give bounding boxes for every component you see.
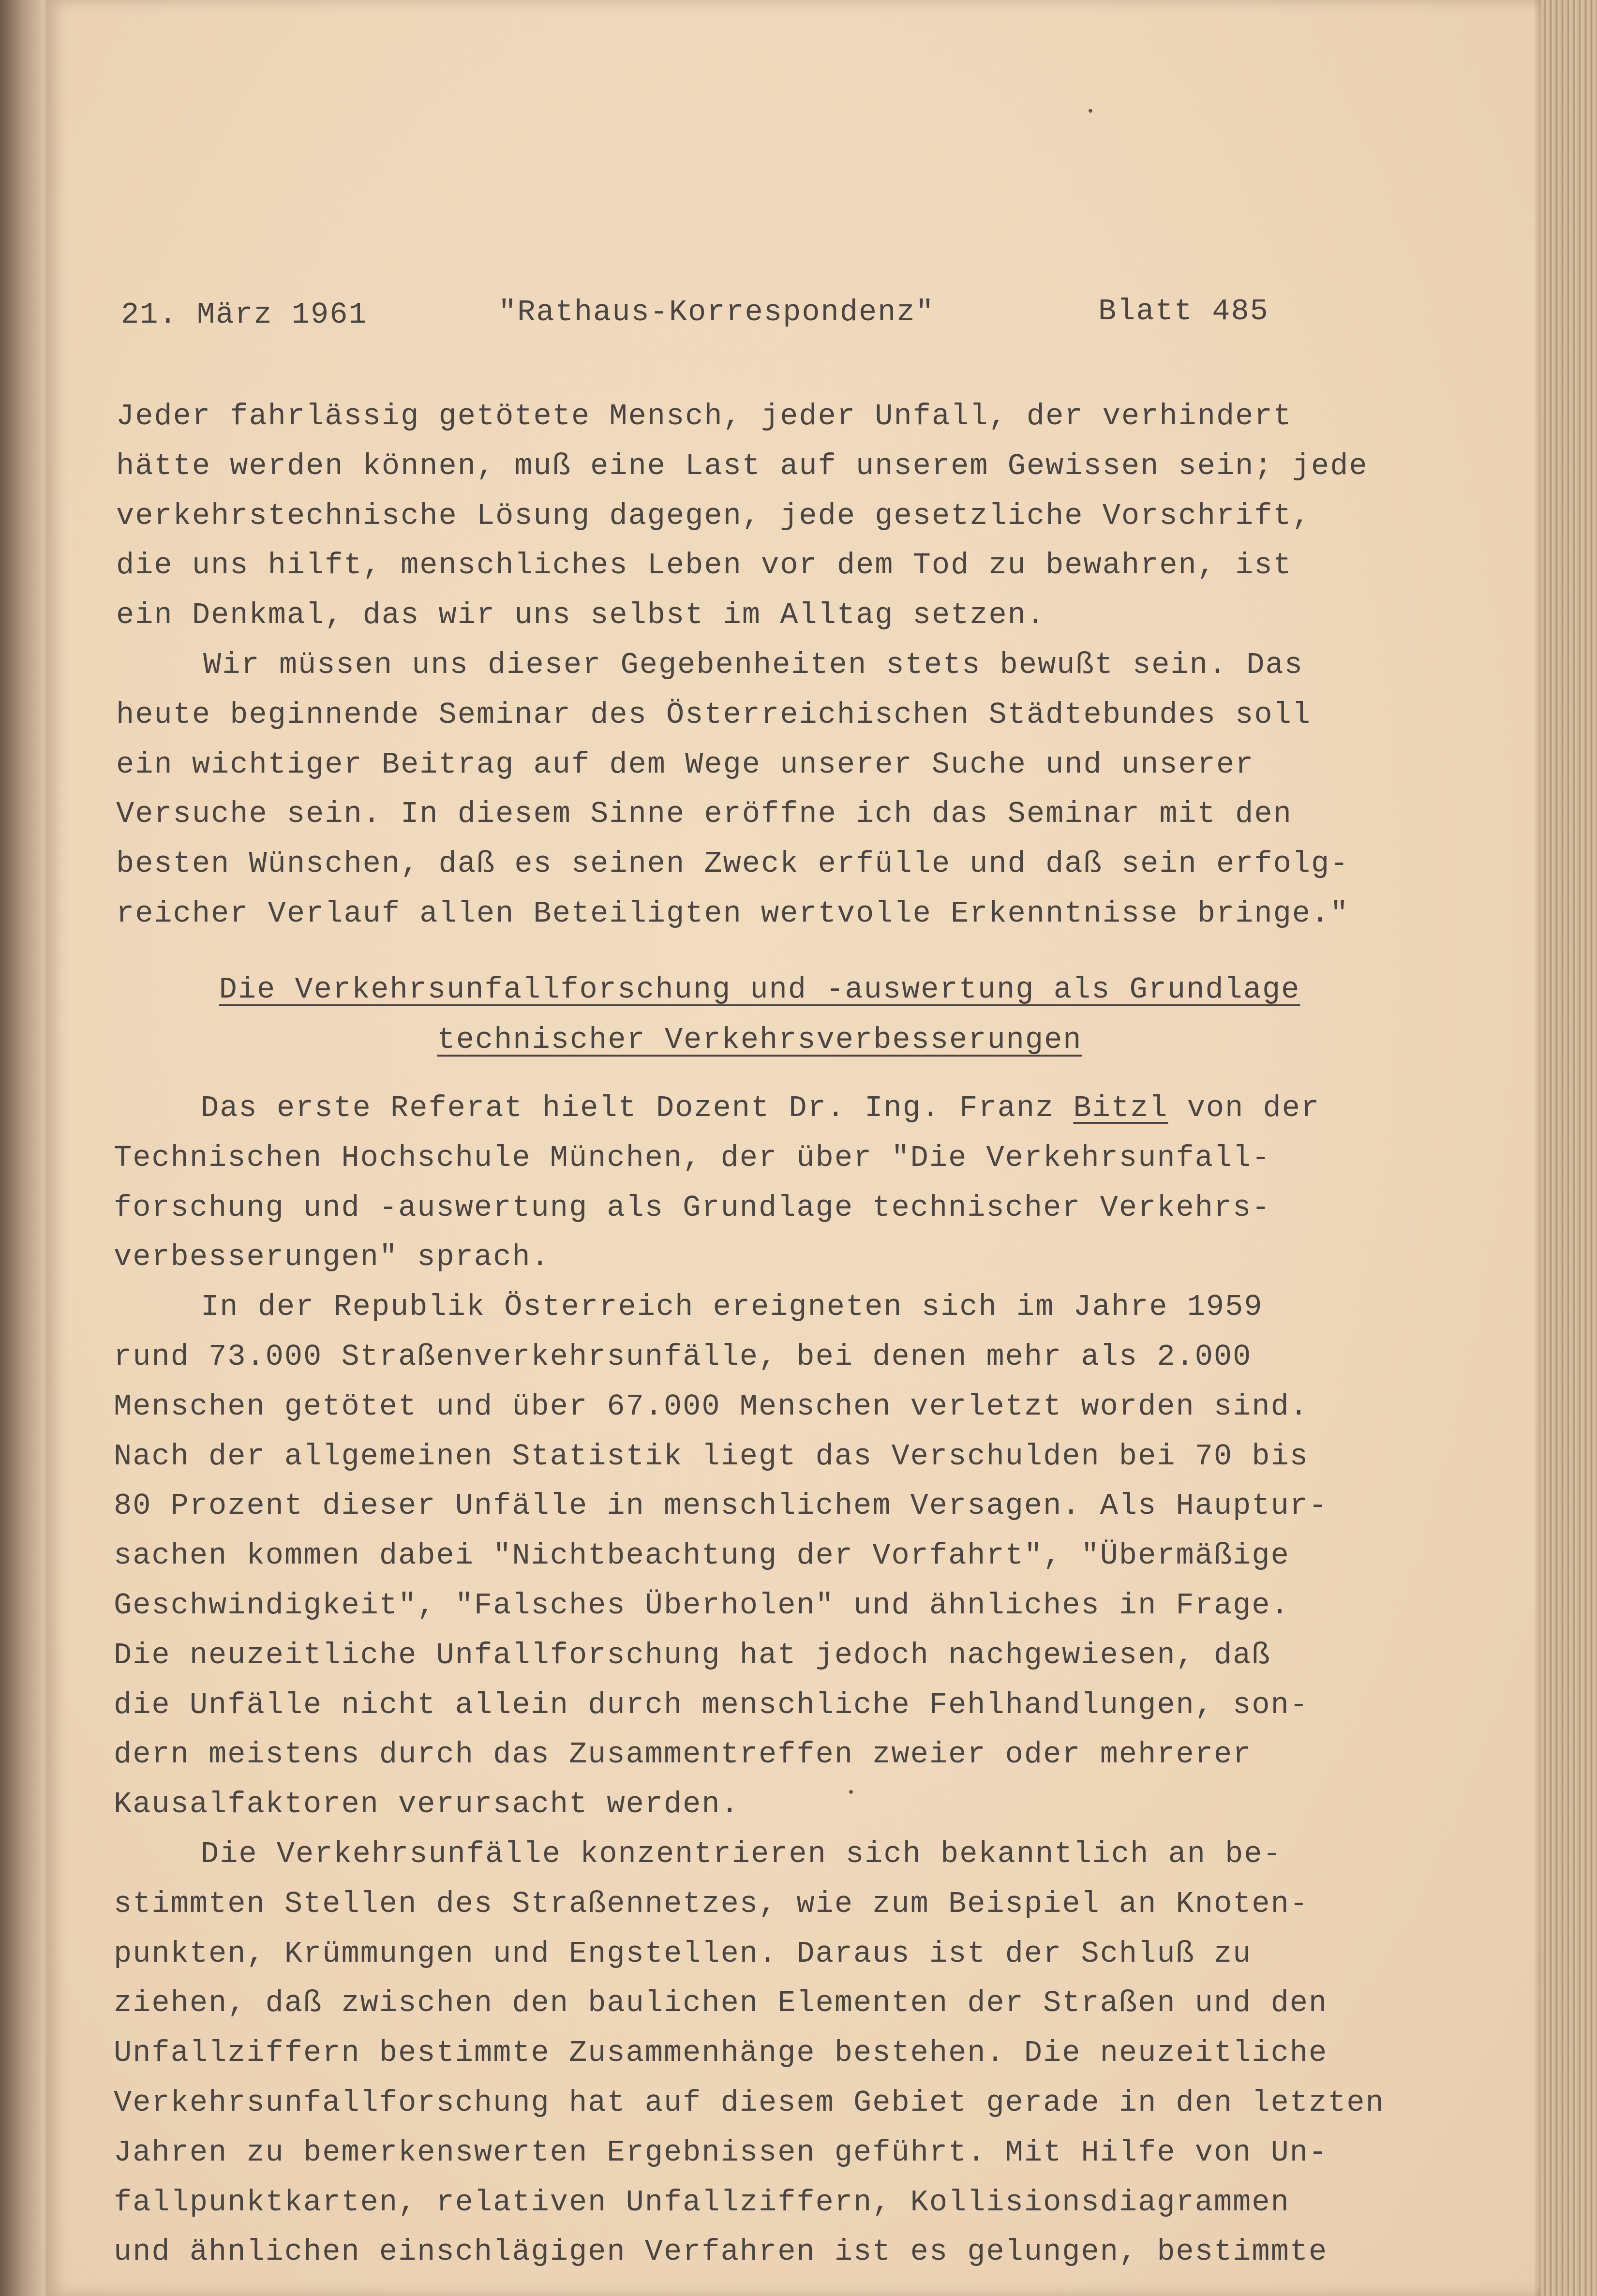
speaker-name-underlined: Bitzl bbox=[1073, 1091, 1168, 1125]
section-heading-line-2: technischer Verkehrsverbesserungen bbox=[437, 1023, 1082, 1057]
text-line: Jeder fahrlässig getötete Mensch, jeder Unfall, der verhindert bbox=[116, 399, 1292, 433]
text-line: heute beginnende Seminar des Österreichischen Städtebundes soll bbox=[116, 697, 1311, 732]
body-text-bottom bbox=[114, 1084, 1541, 2277]
text-line: die uns hilft, menschliches Leben vor dem Tod zu bewahren, ist bbox=[116, 548, 1292, 583]
text-line: 80 Prozent dieser Unfälle in menschlichem Versagen. Als Hauptur- bbox=[114, 1489, 1328, 1523]
text-line: Menschen getötet und über 67.000 Menschen verletzt worden sind. bbox=[114, 1389, 1309, 1424]
section-heading-line-1: Die Verkehrsunfallforschung und -auswertung als Grundlage bbox=[219, 972, 1300, 1007]
text-line: Unfallziffern bestimmte Zusammenhänge bestehen. Die neuzeitliche bbox=[114, 2036, 1328, 2071]
text-line: Kausalfaktoren verursacht werden. bbox=[114, 1787, 740, 1822]
text-line: verbesserungen" sprach. bbox=[114, 1240, 550, 1275]
text-line bbox=[114, 1084, 1541, 1133]
text-line: Technischen Hochschule München, der über "Die Verkehrsunfall- bbox=[114, 1140, 1271, 1175]
text-line: Die neuzeitliche Unfallforschung hat jedoch nachgewiesen, daß bbox=[114, 1638, 1271, 1672]
text-line: ziehen, daß zwischen den baulichen Elementen der Straßen und den bbox=[114, 1986, 1328, 2021]
text-line: Verkehrsunfallforschung hat auf diesem Gebiet gerade in den letzten bbox=[114, 2085, 1385, 2120]
text-segment: von der bbox=[1168, 1091, 1320, 1125]
header-publication: "Rathaus-Korrespondenz" bbox=[498, 295, 935, 329]
header-date: 21. März 1961 bbox=[121, 298, 368, 332]
text-line: Wir müssen uns dieser Gegebenheiten stets bewußt sein. Das bbox=[203, 647, 1303, 682]
text-line: Die Verkehrsunfälle konzentrieren sich bekanntlich an be- bbox=[201, 1836, 1282, 1871]
header-sheet-number: Blatt 485 bbox=[1098, 294, 1269, 328]
text-line: punkten, Krümmungen und Engstellen. Daraus ist der Schluß zu bbox=[114, 1936, 1252, 1971]
text-line: sachen kommen dabei "Nichtbeachtung der Vorfahrt", "Übermäßige bbox=[114, 1538, 1290, 1573]
text-line: Nach der allgemeinen Statistik liegt das Verschulden bei 70 bis bbox=[114, 1439, 1309, 1474]
text-line: hätte werden können, muß eine Last auf unserem Gewissen sein; jede bbox=[116, 448, 1368, 483]
ink-speck bbox=[849, 1790, 853, 1794]
book-binding-left bbox=[0, 0, 53, 2296]
ink-speck bbox=[1089, 109, 1092, 113]
text-line: rund 73.000 Straßenverkehrsunfälle, bei denen mehr als 2.000 bbox=[114, 1339, 1252, 1374]
text-line: ein wichtiger Beitrag auf dem Wege unserer Suche und unserer bbox=[116, 747, 1254, 782]
text-line: Geschwindigkeit", "Falsches Überholen" und ähnliches in Frage. bbox=[114, 1588, 1290, 1623]
text-line: reicher Verlauf allen Beteiligten wertvolle Erkenntnisse bringe." bbox=[116, 896, 1349, 931]
text-line: In der Republik Österreich ereigneten sich im Jahre 1959 bbox=[201, 1290, 1263, 1325]
stacked-page-edges bbox=[1541, 0, 1597, 2296]
body-text-top bbox=[116, 392, 1519, 939]
text-line: besten Wünschen, daß es seinen Zweck erfülle und daß sein erfolg- bbox=[116, 847, 1349, 881]
text-line: verkehrstechnische Lösung dagegen, jede gesetzliche Vorschrift, bbox=[116, 498, 1311, 533]
text-line: ein Denkmal, das wir uns selbst im Alltag setzen. bbox=[116, 598, 1046, 633]
text-line: Versuche sein. In diesem Sinne eröffne ich das Seminar mit den bbox=[116, 797, 1292, 832]
text-line: fallpunktkarten, relativen Unfallziffern, Kollisionsdiagrammen bbox=[114, 2185, 1290, 2220]
text-line: Jahren zu bemerkenswerten Ergebnissen geführt. Mit Hilfe von Un- bbox=[114, 2135, 1328, 2170]
text-line: stimmten Stellen des Straßennetzes, wie zum Beispiel an Knoten- bbox=[114, 1886, 1309, 1921]
text-line: die Unfälle nicht allein durch menschliche Fehlhandlungen, son- bbox=[114, 1687, 1309, 1722]
text-segment: Das erste Referat hielt Dozent Dr. Ing. Franz bbox=[201, 1091, 1074, 1125]
text-line: dern meistens durch das Zusammentreffen zweier oder mehrerer bbox=[114, 1737, 1252, 1772]
text-line: forschung und -auswertung als Grundlage technischer Verkehrs- bbox=[114, 1190, 1271, 1225]
text-line: und ähnlichen einschlägigen Verfahren ist es gelungen, bestimmte bbox=[114, 2235, 1328, 2269]
